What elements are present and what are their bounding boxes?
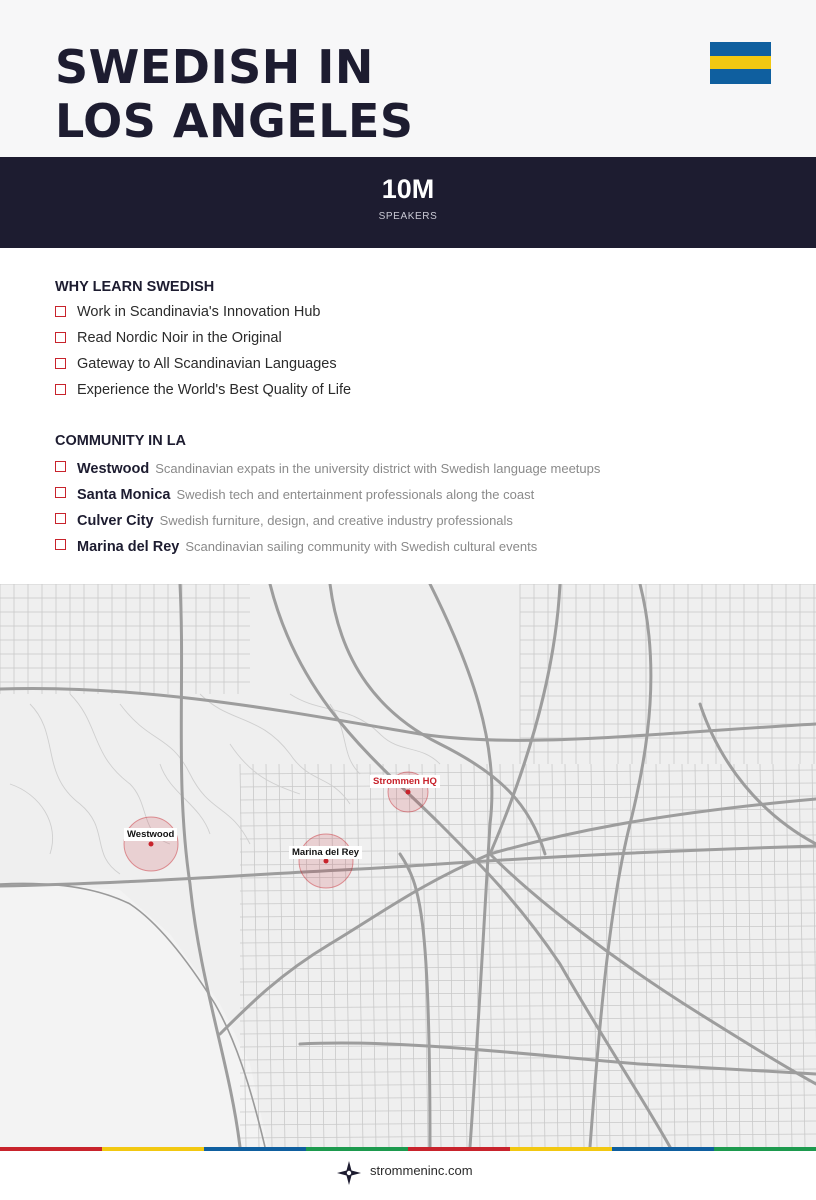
footer-url[interactable]: strommeninc.com: [370, 1163, 473, 1178]
compass-star-icon: [337, 1161, 361, 1185]
reason-item: Read Nordic Noir in the Original: [77, 330, 282, 346]
area-name: Santa Monica: [77, 487, 171, 503]
page-title: [55, 40, 414, 148]
bullet-icon: [55, 461, 66, 472]
marker-label-marina-del-rey[interactable]: Marina del Rey: [289, 846, 362, 859]
marker-label-westwood[interactable]: Westwood: [124, 828, 177, 841]
title-line-1: SWEDISH IN: [55, 40, 374, 94]
area-description: Swedish furniture, design, and creative industry professionals: [159, 513, 513, 528]
flag-stripe: [710, 56, 771, 69]
ocean-area: [0, 884, 268, 1147]
area-description: Scandinavian expats in the university district with Swedish language meetups: [155, 461, 601, 476]
bullet-icon: [55, 332, 66, 343]
bullet-icon: [55, 487, 66, 498]
community-item: [77, 538, 537, 556]
why-section-title: WHY LEARN SWEDISH: [55, 279, 215, 295]
reason-item: Experience the World's Best Quality of Life: [77, 382, 352, 398]
community-item: [77, 512, 513, 530]
map-canvas: [0, 584, 816, 1147]
title-line-2: LOS ANGELES: [55, 94, 414, 148]
community-item: [77, 486, 534, 504]
content-section: [0, 248, 816, 584]
area-name: Westwood: [77, 461, 150, 477]
community-section-title: COMMUNITY IN LA: [55, 433, 187, 449]
area-description: Scandinavian sailing community with Swedish cultural events: [185, 539, 538, 554]
header: [0, 0, 816, 157]
reason-item: Gateway to All Scandinavian Languages: [77, 356, 337, 372]
speakers-label: SPEAKERS: [378, 211, 438, 222]
bullet-icon: [55, 513, 66, 524]
swedish-flag-icon: [710, 42, 771, 84]
bullet-icon: [55, 539, 66, 550]
marker-label-strommen-hq[interactable]: Strommen HQ: [370, 775, 440, 788]
reason-item: Work in Scandinavia's Innovation Hub: [77, 304, 321, 320]
speakers-count: 10M: [381, 174, 435, 204]
community-item: [77, 460, 600, 478]
area-description: Swedish tech and entertainment professionals along the coast: [176, 487, 535, 502]
bullet-icon: [55, 358, 66, 369]
bullet-icon: [55, 384, 66, 395]
los-angeles-map[interactable]: [0, 584, 816, 1147]
bullet-icon: [55, 306, 66, 317]
area-name: Marina del Rey: [77, 539, 180, 555]
area-name: Culver City: [77, 513, 154, 529]
